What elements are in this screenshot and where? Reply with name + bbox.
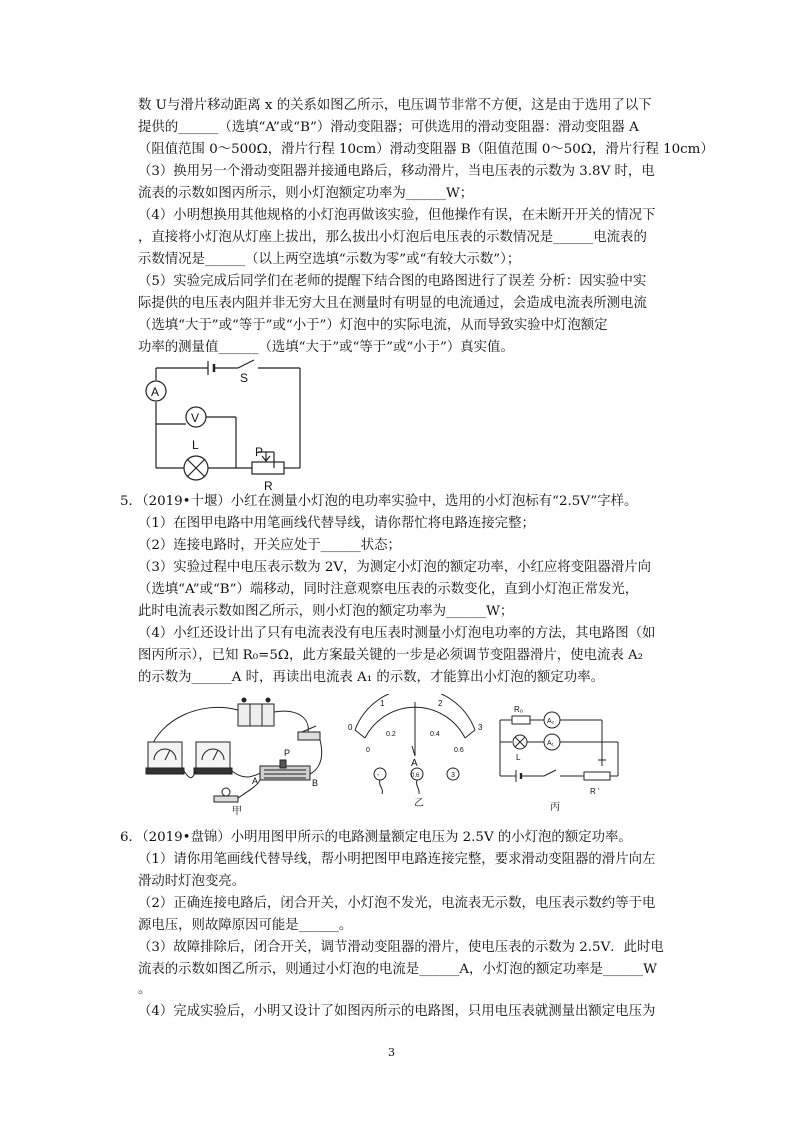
ammeter-dial-svg xyxy=(340,694,490,814)
q6-line-9: （4）完成实验后，小明又设计了如图丙所示的电路图，只用电压表就测量出额定电压为 xyxy=(138,1004,656,1019)
q5-line-5: （选填“A”或“B”）端移动，同时注意观察电压表的示数变化，直到小灯泡正常发光， xyxy=(138,582,639,597)
q6-line-5: 源电压，则故障原因可能是______。 xyxy=(138,918,353,933)
yi-unit: A xyxy=(411,758,418,769)
q6-line-3: 滑动时灯泡变亮。 xyxy=(138,874,246,889)
bing-r0-label: R₀ xyxy=(514,705,524,714)
q4-line-11: （选填“大于”或“等于”或“小于”）灯泡中的实际电流，从而导致实验中灯泡额定 xyxy=(138,318,608,333)
q5-line-1: 5．（2019•十堰）小红在测量小灯泡的电功率实验中，选用的小灯泡标有“2.5V”字样。 xyxy=(120,494,638,509)
q4-line-12: 功率的测量值______（选填“大于”或“等于”或“小于”）真实值。 xyxy=(138,340,514,355)
lamp-label: L xyxy=(192,438,199,452)
yi-tick-bottom-2: 0.4 xyxy=(430,731,440,738)
bing-caption: 丙 xyxy=(550,802,560,813)
yi-terminal-neg: - xyxy=(377,772,380,779)
bing-l-label: L xyxy=(516,753,521,762)
yi-tick-top-2: 2 xyxy=(438,699,443,708)
q4-line-7: ，直接将小灯泡从灯座上拔出，那么拔出小灯泡后电压表的示数情况是______电流表的 xyxy=(138,230,647,245)
circuit-bing-svg xyxy=(492,694,632,814)
q5-line-6: 此时电流表示数如图乙所示，则小灯泡的额定功率为______W； xyxy=(138,604,514,619)
bing-a1-label: A₁ xyxy=(547,740,555,747)
yi-tick-top-0: 0 xyxy=(348,723,353,732)
yi-caption: 乙 xyxy=(414,798,424,809)
jia-b-label: B xyxy=(312,778,319,788)
jia-a-label: A xyxy=(252,776,259,786)
yi-terminal-06: 0.6 xyxy=(411,773,420,779)
q5-line-7: （4）小红还设计出了只有电流表没有电压表时测量小灯泡电功率的方法，其电路图（如 xyxy=(138,626,656,641)
yi-tick-top-1: 1 xyxy=(380,699,385,708)
yi-tick-bottom-3: 0.6 xyxy=(454,747,464,754)
bing-a2-label: A₂ xyxy=(547,718,555,725)
q6-line-7: 流表的示数如图乙所示，则通过小灯泡的电流是______A，小灯泡的额定功率是______W xyxy=(138,962,657,977)
q5-line-3: （2）连接电路时，开关应处于______状态； xyxy=(138,538,401,553)
jia-caption: 甲 xyxy=(232,806,242,815)
jia-p-label: P xyxy=(284,748,291,758)
circuit-diagram-svg xyxy=(140,352,310,492)
q4-line-10: 际提供的电压表内阻并非无穷大且在测量时有明显的电流通过，会造成电流表所测电流 xyxy=(138,296,647,311)
ammeter-dial-yi xyxy=(340,694,490,814)
q6-line-4: （2）正确连接电路后，闭合开关，小灯泡不发光，电流表无示数，电压表示数约等于电 xyxy=(138,896,656,911)
q4-line-2: 提供的______（选填“A”或“B”）滑动变阻器；可供选用的滑动变阻器：滑动变阻器 A xyxy=(138,120,639,135)
q4-line-9: （5）实验完成后同学们在老师的提醒下结合图的电路图进行了误差 分析：因实验中实 xyxy=(138,274,647,289)
yi-terminal-3: 3 xyxy=(451,772,455,779)
resistor-label: R xyxy=(264,479,273,492)
yi-tick-top-3: 3 xyxy=(478,723,483,732)
circuit-diagram-q4 xyxy=(140,352,310,492)
q4-line-3: （阻值范围 0～500Ω，滑片行程 10cm）滑动变阻器 B（阻值范围 0～50Ω，滑片行程 10cm） xyxy=(138,142,714,157)
circuit-photo-jia xyxy=(140,690,340,815)
q4-line-8: 示数情况是______（以上两空选填“示数为零”或“有较大示数”）； xyxy=(138,252,521,267)
q6-line-1: 6．（2019•盘锦）小明用图甲所示的电路测量额定电压为 2.5V 的小灯泡的额定功率。 xyxy=(120,830,632,845)
circuit-diagram-bing xyxy=(492,694,632,814)
q6-line-2: （1）请你用笔画线代替导线，帮小明把图甲电路连接完整，要求滑动变阻器的滑片向左 xyxy=(138,852,656,867)
voltmeter-label: V xyxy=(191,411,200,425)
slider-label: P xyxy=(255,445,264,459)
q4-line-5: 流表的示数如图丙所示，则小灯泡额定功率为______W； xyxy=(138,186,474,201)
q5-line-9: 的示数为______A 时，再读出电流表 A₁ 的示数，才能算出小灯泡的额定功率。 xyxy=(138,670,604,685)
bing-r-label: R ' xyxy=(590,787,600,796)
page-number: 3 xyxy=(388,1046,395,1059)
yi-tick-bottom-0: 0 xyxy=(366,747,370,754)
q6-line-6: （3）故障排除后，闭合开关，调节滑动变阻器的滑片，使电压表的示数为 2.5V．此时电 xyxy=(138,940,664,955)
yi-tick-bottom-1: 0.2 xyxy=(386,731,396,738)
q4-line-4: （3）换用另一个滑动变阻器并接通电路后，移动滑片，当电压表的示数为 3.8V 时，电 xyxy=(138,164,655,179)
q4-line-6: （4）小明想换用其他规格的小灯泡再做该实验，但他操作有误，在未断开开关的情况下 xyxy=(138,208,656,223)
circuit-jia-svg xyxy=(140,690,340,815)
ammeter-label: A xyxy=(151,385,160,399)
q5-line-8: 图丙所示），已知 R₀=5Ω，此方案最关键的一步是必须调节变阻器滑片，使电流表 A₂ xyxy=(138,648,644,663)
q4-line-1: 数 U与滑片移动距离 x 的关系如图乙所示，电压调节非常不方便，这是由于选用了以下 xyxy=(138,98,652,113)
q5-line-2: （1）在图甲电路中用笔画线代替导线，请你帮忙将电路连接完整； xyxy=(138,516,535,531)
q5-line-4: （3）实验过程中电压表示数为 2V，为测定小灯泡的额定功率，小红应将变阻器滑片向 xyxy=(138,560,652,575)
switch-label: S xyxy=(240,371,249,385)
q6-line-8: 。 xyxy=(138,982,152,997)
